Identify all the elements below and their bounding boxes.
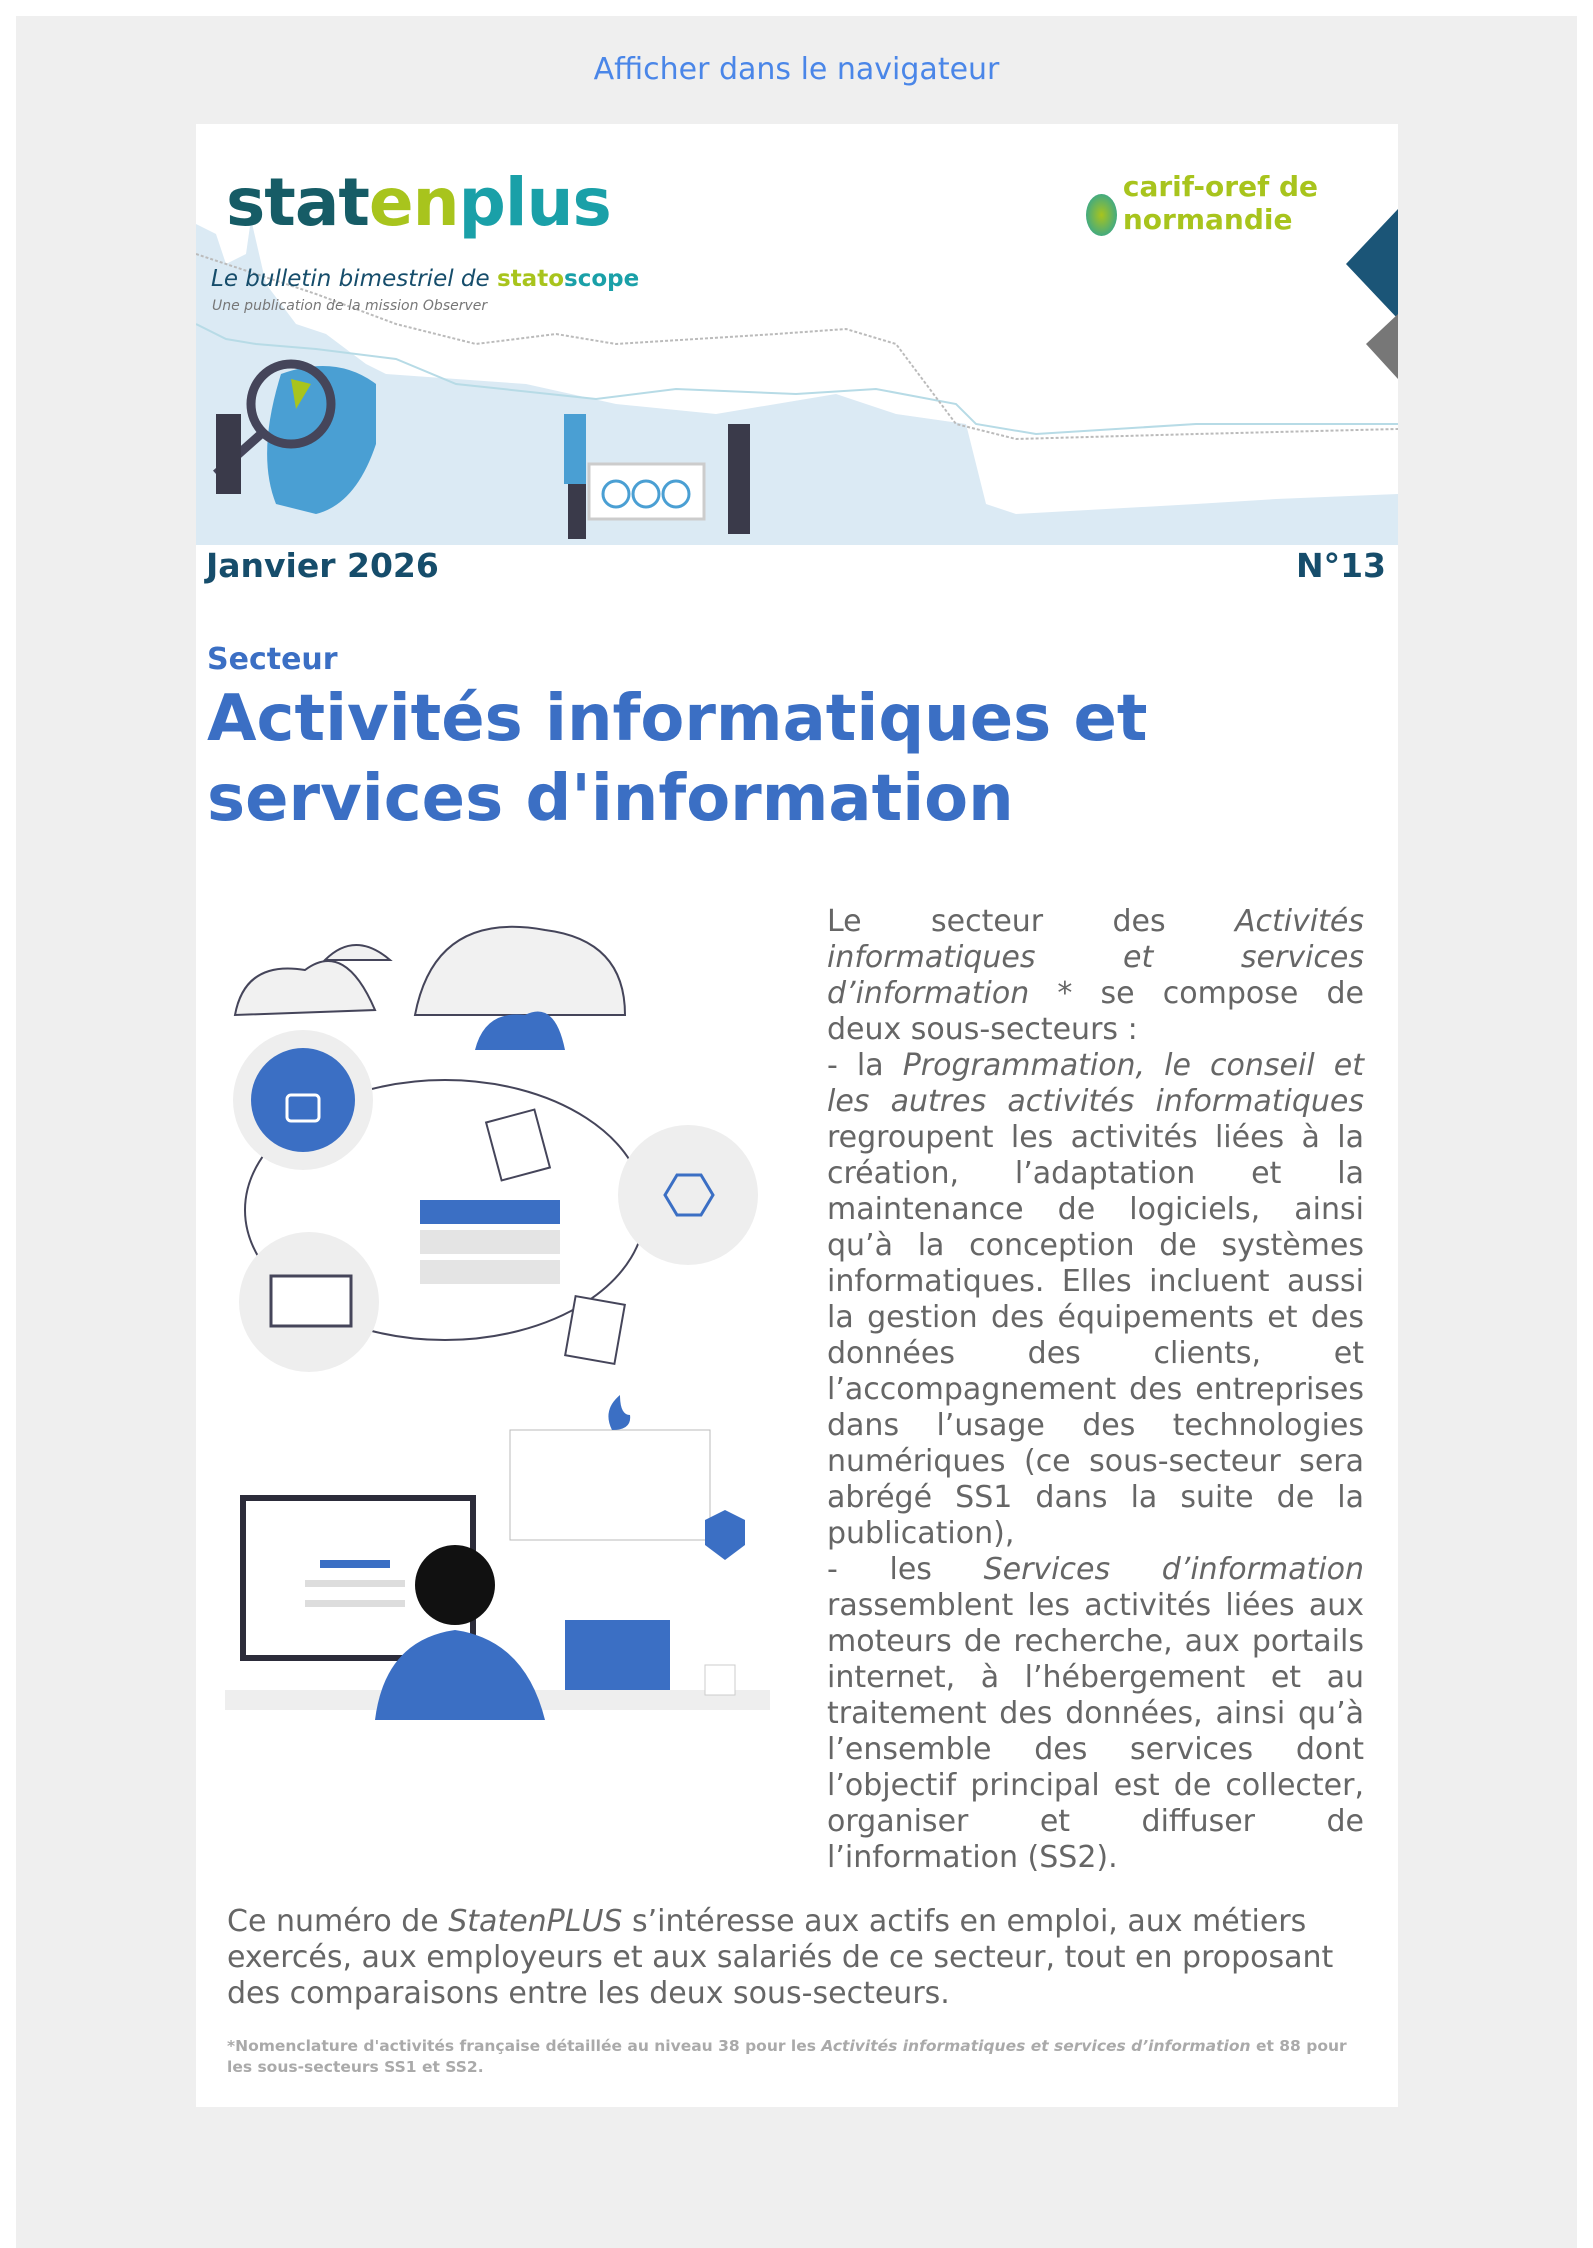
text-run: StatenPLUS: [448, 1904, 623, 1939]
text-run: Activités informatiques et services d’information: [821, 2037, 1251, 2055]
tagline: Le bulletin bimestriel de statoscope: [211, 266, 640, 292]
text-run: Activités informatiques et services d’information: [827, 904, 1364, 1011]
intro-paragraph: [827, 904, 1364, 1876]
publication-subtitle: Une publication de la mission Observer: [212, 298, 488, 314]
it-illustration: [225, 900, 770, 1720]
text-run: Ce numéro de: [227, 1904, 449, 1939]
text-run: Services d’information: [983, 1552, 1364, 1587]
text-run: Programmation, le conseil et les autres activités informatiques: [827, 1048, 1364, 1119]
issue-date: Janvier 2026: [206, 546, 439, 585]
issue-number: N°13: [1295, 546, 1386, 585]
view-in-browser-link[interactable]: Afficher dans le navigateur: [593, 52, 1000, 87]
text-run: rassemblent les activités liées aux moteurs de recherche, aux portails internet, à l’hébergement et au traitement des données, ainsi qu’à l’ensemble des services dont l’objectif principal est de collecter, organiser et diffuser de l’information (SS2).: [827, 1588, 1364, 1875]
newsletter-card: [196, 124, 1398, 2107]
summary-paragraph: [227, 1904, 1357, 2012]
text-run: - la: [827, 1048, 903, 1083]
text-run: regroupent les activités liées à la création, l’adaptation et la maintenance de logiciels, ainsi qu’à la conception de systèmes informatiques. Elles incluent aussi la gestion des équipements et des données des clients, et l’accompagnement des entreprises dans l’usage des technologies numériques (ce sous-secteur sera abrégé SS1 dans la suite de la publication),: [827, 1120, 1364, 1551]
article-title: Activités informatiques et services d'information: [207, 682, 1148, 836]
carif-oref-logo: carif-oref de normandie: [1086, 170, 1398, 236]
text-run: Le secteur des: [827, 904, 1235, 939]
text-run: et 88 pour les sous-secteurs SS1 et SS2.: [227, 2037, 1347, 2076]
section-kicker: Secteur: [207, 642, 338, 677]
text-run: s’intéresse aux actifs en emploi, aux métiers exercés, aux employeurs et aux salariés de ce secteur, tout en proposant des comparaisons entre les deux sous-secteurs.: [227, 1904, 1334, 2011]
header-banner: [196, 124, 1398, 545]
stat-enplus-logo: statenplus: [226, 164, 611, 241]
text-run: *Nomenclature d'activités française détaillée au niveau 38 pour les: [227, 2037, 822, 2055]
text-run: * se compose de deux sous-secteurs :: [827, 976, 1364, 1047]
footnote: [227, 2036, 1357, 2078]
tree-icon: [1086, 194, 1117, 236]
text-run: - les: [827, 1552, 984, 1587]
